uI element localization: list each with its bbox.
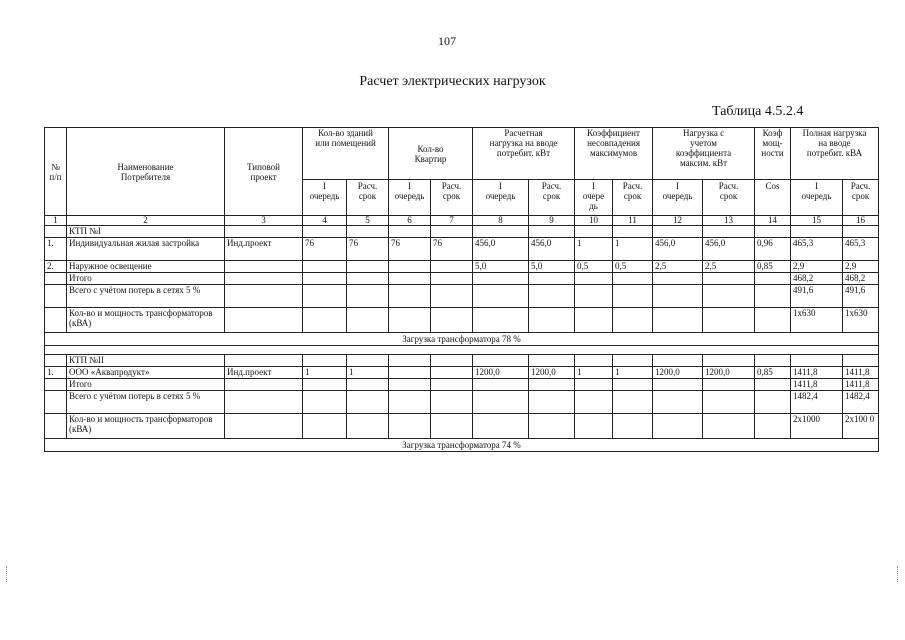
column-number: 7 <box>431 216 473 226</box>
table-cell: 76 <box>347 238 389 261</box>
table-cell <box>575 391 613 414</box>
table-cell <box>303 261 347 273</box>
table-cell <box>225 261 303 273</box>
table-cell <box>225 379 303 391</box>
section-title: КТП №II <box>67 355 225 367</box>
table-cell: 456,0 <box>653 238 703 261</box>
table-cell: 1482,4 <box>843 391 879 414</box>
table-cell <box>613 391 653 414</box>
table-cell <box>303 379 347 391</box>
electric-loads-table <box>44 127 879 452</box>
table-cell: Индивидуальная жилая застройка <box>67 238 225 261</box>
table-row <box>45 414 879 439</box>
table-row <box>45 273 879 285</box>
header-calc: Расч. срок <box>529 180 575 216</box>
column-number: 2 <box>67 216 225 226</box>
table-cell: 1 <box>575 238 613 261</box>
table-cell <box>529 379 575 391</box>
table-cell <box>45 391 67 414</box>
table-cell <box>431 414 473 439</box>
table-row <box>45 285 879 308</box>
table-cell <box>303 273 347 285</box>
table-cell <box>347 308 389 333</box>
header-q1: I очередь <box>303 180 347 216</box>
table-cell <box>431 285 473 308</box>
transformer-load-row <box>45 333 879 346</box>
table-cell: 1411,8 <box>843 367 879 379</box>
table-cell <box>653 285 703 308</box>
column-number: 10 <box>575 216 613 226</box>
table-cell <box>703 391 755 414</box>
table-cell <box>575 273 613 285</box>
header-num: № п/п <box>45 128 67 216</box>
table-cell <box>473 308 529 333</box>
table-cell <box>703 308 755 333</box>
column-number: 6 <box>389 216 431 226</box>
table-cell: 465,3 <box>791 238 843 261</box>
table-row <box>45 261 879 273</box>
table-cell: 1200,0 <box>529 367 575 379</box>
table-cell: 491,6 <box>791 285 843 308</box>
table-cell: 1х630 <box>791 308 843 333</box>
table-cell: 0,5 <box>613 261 653 273</box>
table-cell: 1411,8 <box>791 379 843 391</box>
column-number: 5 <box>347 216 389 226</box>
table-cell <box>389 391 431 414</box>
header-q1: I очередь <box>791 180 843 216</box>
table-cell <box>653 414 703 439</box>
table-cell: 1 <box>303 367 347 379</box>
table-cell <box>703 285 755 308</box>
table-cell <box>529 414 575 439</box>
section-title-row <box>45 226 879 238</box>
table-cell <box>347 379 389 391</box>
table-cell <box>431 367 473 379</box>
table-cell: 2,9 <box>843 261 879 273</box>
table-cell: 2х100 0 <box>843 414 879 439</box>
table-cell <box>431 391 473 414</box>
table-cell <box>755 308 791 333</box>
table-cell <box>613 285 653 308</box>
table-cell: 491,6 <box>843 285 879 308</box>
header-calc: Расч. срок <box>613 180 653 216</box>
section-title: КТП №I <box>67 226 225 238</box>
margin-mark <box>897 566 899 582</box>
transformer-load-text: Загрузка трансформатора 78 % <box>45 333 879 346</box>
table-cell: 468,2 <box>843 273 879 285</box>
table-cell: 76 <box>389 238 431 261</box>
header-cos: Cos <box>755 180 791 216</box>
table-cell: 5,0 <box>473 261 529 273</box>
table-cell <box>575 414 613 439</box>
table-cell: 2,5 <box>703 261 755 273</box>
table-cell <box>653 308 703 333</box>
table-cell <box>303 285 347 308</box>
table-cell <box>303 414 347 439</box>
column-number: 9 <box>529 216 575 226</box>
table-cell <box>303 391 347 414</box>
table-cell <box>347 391 389 414</box>
header-calc: Расч. срок <box>347 180 389 216</box>
column-number: 12 <box>653 216 703 226</box>
table-cell <box>45 414 67 439</box>
table-cell <box>653 273 703 285</box>
table-cell <box>473 379 529 391</box>
table-cell: Всего с учётом потерь в сетях 5 % <box>67 285 225 308</box>
table-cell: 1200,0 <box>653 367 703 379</box>
table-cell <box>613 308 653 333</box>
table-cell: Всего с учётом потерь в сетях 5 % <box>67 391 225 414</box>
table-cell <box>529 308 575 333</box>
table-cell <box>389 285 431 308</box>
section-title-row <box>45 355 879 367</box>
table-cell: 1. <box>45 367 67 379</box>
column-number: 16 <box>843 216 879 226</box>
table-caption: Таблица 4.5.2.4 <box>712 104 804 119</box>
table-cell: 1200,0 <box>473 367 529 379</box>
table-cell: Инд.проект <box>225 238 303 261</box>
table-cell: Итого <box>67 273 225 285</box>
header-name: Наименование Потребителя <box>67 128 225 216</box>
column-number: 11 <box>613 216 653 226</box>
table-cell <box>473 391 529 414</box>
table-cell <box>389 261 431 273</box>
column-number: 8 <box>473 216 529 226</box>
table-cell <box>389 367 431 379</box>
table-cell: 1482,4 <box>791 391 843 414</box>
column-number: 14 <box>755 216 791 226</box>
table-cell <box>575 285 613 308</box>
table-row <box>45 379 879 391</box>
table-cell: 1х630 <box>843 308 879 333</box>
table-cell: 0,5 <box>575 261 613 273</box>
table-cell <box>755 391 791 414</box>
table-cell: Кол-во и мощность трансформаторов (кВА) <box>67 414 225 439</box>
table-cell: Итого <box>67 379 225 391</box>
table-cell: 2х1000 <box>791 414 843 439</box>
margin-mark <box>6 566 8 582</box>
table-cell <box>389 308 431 333</box>
header-q1: I очередь <box>653 180 703 216</box>
table-cell: 0,85 <box>755 261 791 273</box>
table-cell <box>473 414 529 439</box>
header-q1-short: I очере дь <box>575 180 613 216</box>
table-row <box>45 308 879 333</box>
table-cell <box>225 285 303 308</box>
table-cell <box>225 273 303 285</box>
table-cell: 0,96 <box>755 238 791 261</box>
table-cell <box>225 308 303 333</box>
header-power-coef: Коэф мощ- ности <box>755 128 791 180</box>
table-cell <box>575 379 613 391</box>
table-cell <box>389 273 431 285</box>
transformer-load-text: Загрузка трансформатора 74 % <box>45 439 879 452</box>
column-number: 3 <box>225 216 303 226</box>
table-cell: ООО «Аквапродукт» <box>67 367 225 379</box>
table-cell: 1411,8 <box>791 367 843 379</box>
table-cell: 2. <box>45 261 67 273</box>
header-q1: I очередь <box>389 180 431 216</box>
header-full-load: Полная нагрузка на вводе потребит. кВА <box>791 128 879 180</box>
table-cell: 0,85 <box>755 367 791 379</box>
page-number: 107 <box>438 34 456 48</box>
table-cell <box>45 379 67 391</box>
table-cell <box>431 379 473 391</box>
table-cell: Наружное освещение <box>67 261 225 273</box>
table-cell <box>755 379 791 391</box>
table-cell <box>755 414 791 439</box>
table-cell: Инд.проект <box>225 367 303 379</box>
header-calc: Расч. срок <box>703 180 755 216</box>
table-cell: 1 <box>575 367 613 379</box>
table-cell <box>473 273 529 285</box>
table-cell: Кол-во и мощность трансформаторов (кВА) <box>67 308 225 333</box>
table-cell <box>45 285 67 308</box>
column-number: 4 <box>303 216 347 226</box>
table-cell <box>45 308 67 333</box>
column-number: 15 <box>791 216 843 226</box>
table-cell <box>473 285 529 308</box>
table-cell: 456,0 <box>529 238 575 261</box>
table-cell <box>703 273 755 285</box>
header-q1: I очередь <box>473 180 529 216</box>
header-coef: Коэффициент несовпадения максимумов <box>575 128 653 180</box>
table-cell: 1. <box>45 238 67 261</box>
table-cell: 5,0 <box>529 261 575 273</box>
table-cell <box>347 285 389 308</box>
spacer-row <box>45 346 879 355</box>
table-cell <box>347 261 389 273</box>
table-cell <box>755 285 791 308</box>
header-buildings: Кол-во зданий или помещений <box>303 128 389 180</box>
table-cell <box>529 285 575 308</box>
column-number: 1 <box>45 216 67 226</box>
table-cell <box>303 308 347 333</box>
table-cell: 1 <box>613 238 653 261</box>
table-cell <box>653 391 703 414</box>
table-cell <box>755 273 791 285</box>
table-cell: 76 <box>431 238 473 261</box>
table-row <box>45 367 879 379</box>
table-cell <box>529 391 575 414</box>
table-cell <box>347 273 389 285</box>
table-row <box>45 238 879 261</box>
table-cell <box>431 273 473 285</box>
table-cell <box>225 414 303 439</box>
table-cell: 468,2 <box>791 273 843 285</box>
table-cell <box>529 273 575 285</box>
column-number: 13 <box>703 216 755 226</box>
table-cell: 456,0 <box>703 238 755 261</box>
table-cell: 2,9 <box>791 261 843 273</box>
table-cell <box>431 308 473 333</box>
table-cell: 2,5 <box>653 261 703 273</box>
table-cell <box>653 379 703 391</box>
column-numbers-row <box>45 216 879 226</box>
table-cell <box>225 391 303 414</box>
header-load-coef: Нагрузка с учетом коэффициента максим. кВт <box>653 128 755 180</box>
table-cell <box>347 414 389 439</box>
table-cell <box>389 414 431 439</box>
table-cell: 456,0 <box>473 238 529 261</box>
table-cell: 1 <box>347 367 389 379</box>
table-cell: 1411,8 <box>843 379 879 391</box>
table-cell <box>45 273 67 285</box>
table-cell: 465,3 <box>843 238 879 261</box>
header-calc: Расч. срок <box>431 180 473 216</box>
table-cell <box>703 379 755 391</box>
table-cell: 1 <box>613 367 653 379</box>
header-apartments: Кол-во Квартир <box>389 128 473 180</box>
table-cell <box>431 261 473 273</box>
table-cell <box>575 308 613 333</box>
header-type: Типовой проект <box>225 128 303 216</box>
table-cell: 76 <box>303 238 347 261</box>
transformer-load-row <box>45 439 879 452</box>
table-cell <box>613 379 653 391</box>
table-cell <box>613 414 653 439</box>
loads-table-wrapper <box>44 127 878 452</box>
table-cell <box>613 273 653 285</box>
table-row <box>45 391 879 414</box>
document-title: Расчет электрических нагрузок <box>359 74 546 89</box>
table-cell <box>703 414 755 439</box>
header-calc: Расч. срок <box>843 180 879 216</box>
table-cell <box>389 379 431 391</box>
table-cell: 1200,0 <box>703 367 755 379</box>
header-load: Расчетная нагрузка на вводе потребит. кВт <box>473 128 575 180</box>
